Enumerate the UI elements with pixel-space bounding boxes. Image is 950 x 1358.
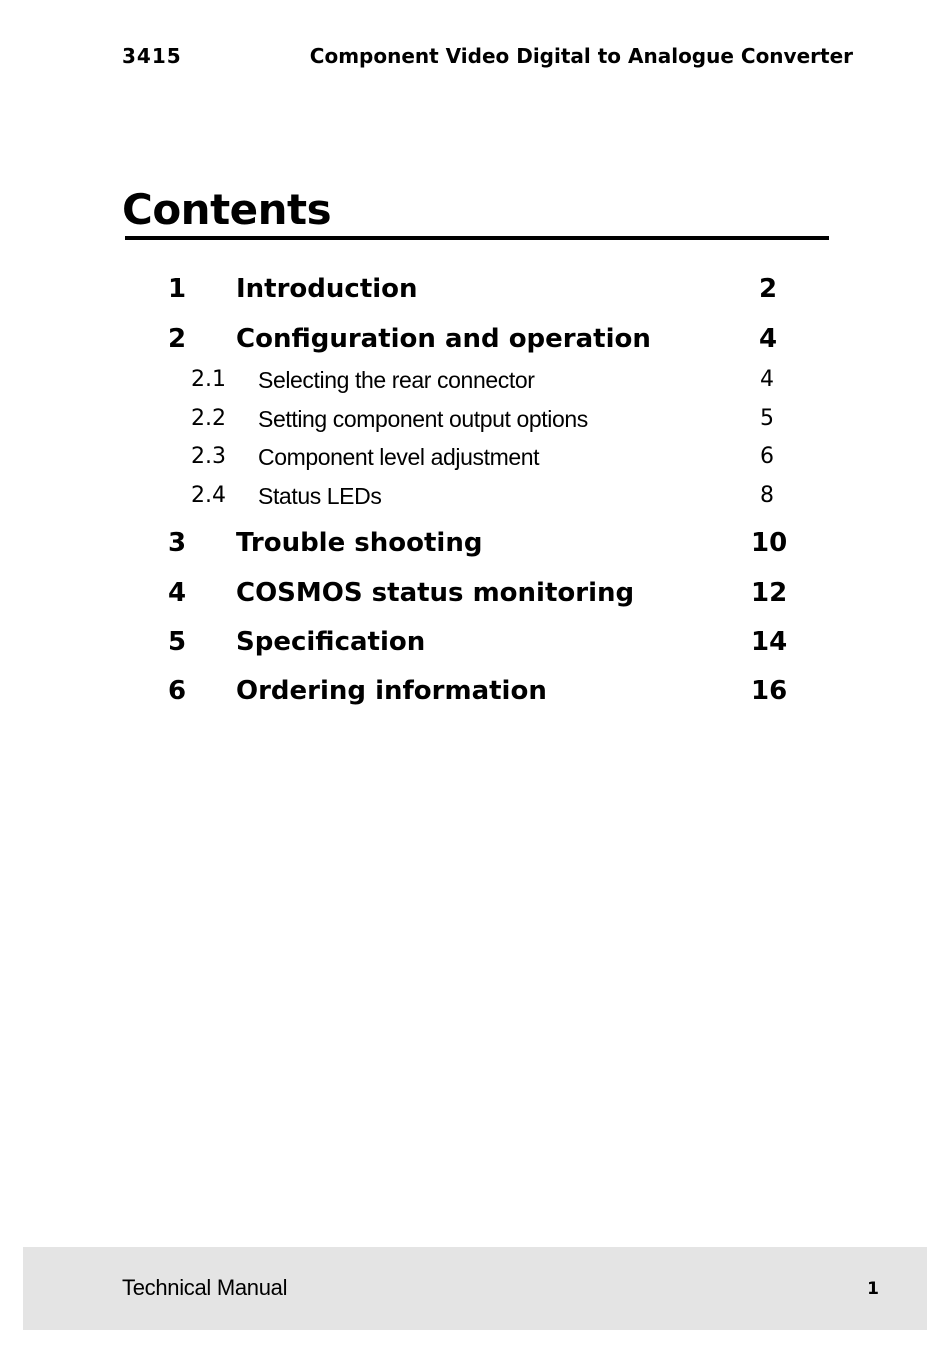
- toc-entry-page: 14: [751, 627, 788, 657]
- toc-entry-number: 1: [168, 274, 187, 304]
- toc-entry-specification[interactable]: [0, 625, 950, 659]
- toc-entry-introduction[interactable]: [0, 272, 950, 306]
- toc-entry-number: 5: [168, 627, 187, 657]
- page-number: 1: [867, 1279, 879, 1299]
- footer-label: Technical Manual: [122, 1275, 288, 1300]
- contents-heading: Contents: [122, 185, 332, 234]
- toc-entry-page: 4: [759, 324, 778, 354]
- document-title: Component Video Digital to Analogue Converter: [309, 44, 853, 68]
- toc-entry-cosmos[interactable]: [0, 576, 950, 610]
- toc-entry-label: Configuration and operation: [236, 324, 651, 354]
- toc-entry-page: 8: [760, 483, 774, 508]
- toc-entry-number: 2.1: [191, 367, 226, 392]
- toc-entry-label: Setting component output options: [258, 406, 588, 432]
- document-number: 3415: [122, 44, 182, 68]
- toc-entry-number: 2.2: [191, 406, 226, 431]
- toc-entry-page: 2: [759, 274, 778, 304]
- toc-entry-rear-connector[interactable]: [0, 365, 950, 395]
- toc-entry-number: 2.4: [191, 483, 226, 508]
- toc-entry-number: 2: [168, 324, 187, 354]
- toc-entry-page: 5: [760, 406, 774, 431]
- toc-entry-configuration[interactable]: [0, 322, 950, 356]
- toc-entry-number: 2.3: [191, 444, 226, 469]
- toc-entry-label: Trouble shooting: [236, 528, 483, 558]
- toc-entry-trouble-shooting[interactable]: [0, 526, 950, 560]
- toc-entry-number: 4: [168, 578, 187, 608]
- toc-entry-number: 3: [168, 528, 187, 558]
- toc-entry-label: Component level adjustment: [258, 444, 540, 470]
- toc-entry-label: Status LEDs: [258, 483, 382, 509]
- toc-entry-page: 16: [751, 676, 788, 706]
- toc-entry-number: 6: [168, 676, 187, 706]
- page-footer: [23, 1247, 927, 1330]
- toc-entry-page: 12: [751, 578, 788, 608]
- toc-entry-status-leds[interactable]: [0, 481, 950, 511]
- toc-entry-label: Ordering information: [236, 676, 547, 706]
- toc-entry-page: 10: [751, 528, 788, 558]
- toc-entry-label: Introduction: [236, 274, 418, 304]
- toc-entry-label: Specification: [236, 627, 426, 657]
- toc-entry-page: 4: [760, 367, 774, 392]
- toc-entry-output-options[interactable]: [0, 404, 950, 434]
- toc-entry-page: 6: [760, 444, 774, 469]
- toc-entry-label: COSMOS status monitoring: [236, 578, 635, 608]
- toc-entry-label: Selecting the rear connector: [258, 367, 535, 393]
- toc-entry-level-adjustment[interactable]: [0, 442, 950, 472]
- toc-entry-ordering[interactable]: [0, 674, 950, 708]
